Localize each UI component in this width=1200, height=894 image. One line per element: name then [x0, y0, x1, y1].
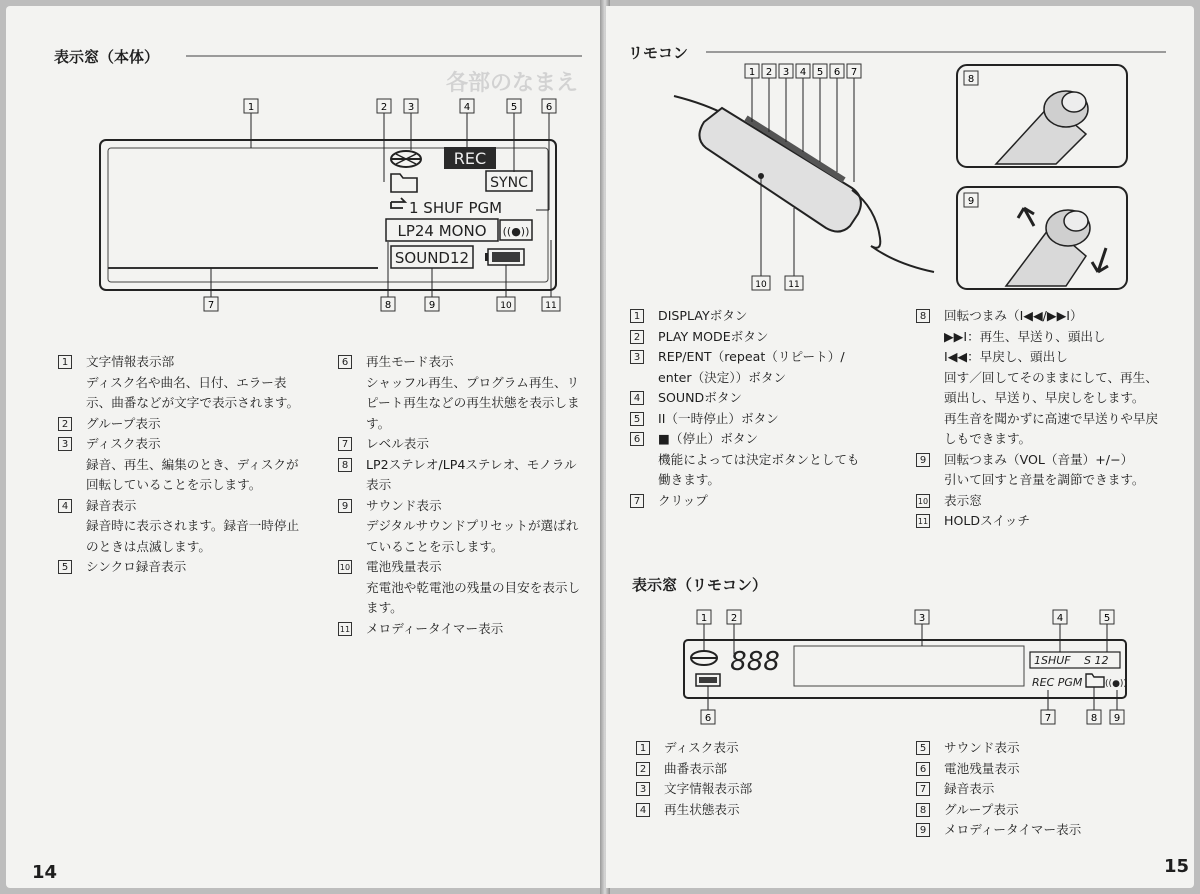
legend-label: DISPLAYボタン — [658, 308, 748, 323]
legend-item — [916, 491, 1166, 512]
tag-1: 1 — [247, 102, 255, 113]
tag-11: 11 — [545, 301, 557, 311]
main-legend-col1 — [58, 352, 308, 578]
remote-group-icon — [1086, 674, 1104, 687]
legend-desc: デジタルサウンドプリセットが選ばれていることを示します。 — [366, 518, 579, 554]
legend-item — [338, 434, 588, 455]
legend-item — [916, 820, 1166, 841]
legend-item — [58, 496, 308, 558]
legend-desc: 機能によっては決定ボタンとしても働きます。 — [658, 451, 860, 487]
legend-num: 5 — [916, 741, 930, 755]
section-title-main-display: 表示窓（本体） — [54, 48, 160, 66]
legend-label: PLAY MODEボタン — [658, 328, 769, 344]
remote-tag-10: 10 — [755, 280, 767, 290]
inset-volume-dial — [956, 186, 1128, 290]
ghost-heading: 各部のなまえ — [446, 71, 579, 96]
legend-label: シンクロ録音表示 — [86, 559, 187, 574]
sound-indicator: SOUND12 — [394, 249, 470, 267]
legend-label: 文字情報表示部 — [664, 781, 753, 796]
legend-desc: 引いて回すと音量を調節できます。 — [944, 472, 1145, 487]
legend-desc: 録音、再生、編集のとき、ディスクが回転していることを示します。 — [86, 456, 299, 492]
rd-tag-3: 3 — [918, 613, 926, 624]
page-number-right: 15 — [1164, 856, 1190, 877]
legend-label: グループ表示 — [944, 801, 1019, 817]
legend-item — [636, 779, 876, 800]
tag-7: 7 — [207, 300, 215, 311]
tag-9: 9 — [428, 300, 436, 311]
remote-tag-2: 2 — [765, 67, 773, 78]
legend-item — [630, 347, 870, 388]
legend-item — [630, 409, 870, 430]
legend-item — [58, 557, 308, 578]
legend-num: 9 — [916, 823, 930, 837]
legend-label: メロディータイマー表示 — [944, 822, 1082, 837]
remote-disc-icon — [691, 651, 717, 665]
legend-desc: ▶▶I：再生、早送り、頭出し I◀◀：早戻し、頭出し 回す／回してそのままにして、再生、頭出し、早送り、早戻しをします。 再生音を聞かずに高速で早送りや早戻しもできます。 — [944, 328, 1159, 446]
legend-label: ディスク表示 — [86, 436, 161, 451]
rd-tag-6: 6 — [704, 713, 712, 724]
legend-label: 録音表示 — [86, 497, 137, 513]
rd-tag-8: 8 — [1090, 713, 1098, 724]
sync-indicator: SYNC — [490, 175, 528, 191]
legend-item — [630, 388, 870, 409]
legend-num: 2 — [58, 417, 72, 431]
legend-item — [338, 352, 588, 434]
legend-item — [636, 800, 876, 821]
legend-label: サウンド表示 — [944, 740, 1020, 755]
remote-rec-pgm: REC PGM — [1032, 676, 1083, 689]
remote-illustration — [666, 58, 936, 298]
legend-num: 11 — [338, 622, 352, 636]
legend-item — [636, 759, 876, 780]
disc-icon — [391, 151, 421, 167]
remote-tag-6: 6 — [833, 67, 841, 78]
legend-num: 2 — [630, 330, 644, 344]
legend-label: LP2ステレオ/LP4ステレオ、モノラル表示 — [366, 456, 577, 492]
legend-item — [630, 327, 870, 348]
tag-5: 5 — [510, 102, 518, 113]
track-number-digits: 888 — [730, 647, 780, 677]
section-title-remote-display: 表示窓（リモコン） — [632, 576, 768, 594]
legend-label: サウンド表示 — [366, 497, 442, 513]
legend-label: 再生モード表示 — [366, 354, 454, 369]
rd-tag-7: 7 — [1044, 713, 1052, 724]
tag-6: 6 — [545, 102, 553, 113]
legend-num: 5 — [630, 412, 644, 426]
legend-item — [636, 738, 876, 759]
legend-label: 文字情報表示部 — [86, 354, 175, 369]
section-title-remote: リモコン — [628, 44, 689, 62]
legend-label: 再生状態表示 — [664, 801, 740, 817]
right-page — [606, 6, 1194, 888]
play-mode-row: 1 SHUF PGM — [409, 199, 503, 217]
legend-num: 7 — [916, 782, 930, 796]
legend-desc: 録音時に表示されます。録音一時停止のときは点滅します。 — [86, 518, 300, 554]
legend-num: 4 — [630, 391, 644, 405]
legend-label: 回転つまみ（I◀◀/▶▶I） — [944, 308, 1083, 323]
char-info-area — [794, 646, 1024, 686]
legend-item — [338, 455, 588, 496]
inset-tag-9: 9 — [967, 196, 975, 207]
legend-label: 録音表示 — [944, 781, 995, 796]
legend-label: ディスク表示 — [664, 740, 739, 755]
rd-tag-5: 5 — [1103, 613, 1111, 624]
legend-label: グループ表示 — [86, 415, 161, 431]
section-rule — [186, 55, 582, 57]
legend-label: II（一時停止）ボタン — [658, 410, 779, 426]
legend-item — [630, 491, 870, 512]
bottom-callout-tags — [204, 297, 560, 311]
legend-num: 3 — [58, 437, 72, 451]
legend-item — [916, 738, 1166, 759]
legend-label: レベル表示 — [366, 436, 429, 451]
legend-num: 6 — [916, 762, 930, 776]
tag-2: 2 — [380, 102, 388, 113]
legend-num: 8 — [916, 803, 930, 817]
legend-num: 11 — [916, 514, 930, 528]
legend-num: 1 — [636, 741, 650, 755]
legend-item — [338, 619, 588, 640]
remote-cable-out — [871, 246, 934, 272]
remote-tag-3: 3 — [782, 67, 790, 78]
battery-icon — [485, 249, 524, 265]
legend-num: 3 — [630, 350, 644, 364]
legend-label: 電池残量表示 — [944, 760, 1020, 776]
rd-tag-9: 9 — [1113, 713, 1121, 724]
legend-num: 8 — [916, 309, 930, 323]
legend-num: 6 — [338, 355, 352, 369]
inset-tag-8: 8 — [967, 74, 975, 85]
main-display-diagram — [86, 92, 566, 322]
legend-label: クリップ — [658, 492, 708, 508]
legend-num: 3 — [636, 782, 650, 796]
remote-display-diagram — [670, 604, 1140, 730]
legend-num: 9 — [338, 499, 352, 513]
remote-tag-5: 5 — [816, 67, 824, 78]
legend-desc: シャッフル再生、プログラム再生、リピート再生などの再生状態を表示します。 — [366, 374, 580, 431]
melody-timer-icon: ((●)) — [502, 225, 530, 238]
legend-item — [916, 759, 1166, 780]
left-page — [6, 6, 602, 888]
legend-item — [58, 352, 308, 414]
legend-item — [916, 306, 1166, 450]
legend-num: 2 — [636, 762, 650, 776]
section-rule — [706, 51, 1166, 53]
remote-display-legend-col1 — [636, 738, 876, 820]
legend-num: 4 — [636, 803, 650, 817]
legend-item — [630, 306, 870, 327]
lp-mono-indicator: LP24 MONO — [397, 222, 487, 240]
legend-item — [916, 779, 1166, 800]
remote-tag-7: 7 — [850, 67, 858, 78]
legend-num: 8 — [338, 458, 352, 472]
remote-battery-icon — [696, 674, 720, 686]
remote-tag-4: 4 — [799, 67, 807, 78]
repeat-icon — [391, 198, 405, 208]
legend-num: 1 — [58, 355, 72, 369]
remote-tag-1: 1 — [748, 67, 756, 78]
legend-num: 5 — [58, 560, 72, 574]
main-legend-col2 — [338, 352, 588, 639]
rec-indicator: REC — [453, 149, 487, 168]
legend-label: 電池残量表示 — [366, 559, 442, 574]
tag-10: 10 — [500, 301, 512, 311]
group-folder-icon — [391, 174, 417, 192]
legend-item — [916, 800, 1166, 821]
page-number-left: 14 — [32, 862, 58, 883]
remote-melody-icon: ((●)) — [1105, 679, 1127, 689]
legend-num: 1 — [630, 309, 644, 323]
remote-legend-col2 — [916, 306, 1166, 532]
legend-num: 7 — [630, 494, 644, 508]
legend-item — [916, 450, 1166, 491]
legend-item — [630, 429, 870, 491]
legend-item — [916, 511, 1166, 532]
legend-item — [58, 414, 308, 435]
legend-item — [338, 496, 588, 558]
legend-desc: 充電池や乾電池の残量の目安を表示します。 — [366, 579, 581, 615]
legend-label: 曲番表示部 — [664, 760, 727, 776]
rd-tag-2: 2 — [730, 613, 738, 624]
remote-display-legend-col2 — [916, 738, 1166, 841]
tag-3: 3 — [407, 102, 415, 113]
remote-sound-value: S 12 — [1084, 654, 1109, 667]
legend-item — [58, 434, 308, 496]
tag-4: 4 — [463, 102, 471, 113]
legend-item — [338, 557, 588, 619]
tag-8: 8 — [384, 300, 392, 311]
rd-tag-1: 1 — [700, 613, 708, 624]
legend-label: メロディータイマー表示 — [366, 620, 504, 636]
legend-num: 6 — [630, 432, 644, 446]
legend-label: 表示窓 — [944, 492, 982, 508]
top-callout-tags — [244, 99, 556, 113]
legend-label: REP/ENT（repeat（リピート）/ enter（決定））ボタン — [658, 349, 845, 385]
rd-tag-4: 4 — [1056, 613, 1064, 624]
remote-shuf: 1SHUF — [1034, 654, 1071, 667]
legend-label: HOLDスイッチ — [944, 513, 1030, 528]
legend-num: 10 — [916, 494, 930, 508]
legend-label: SOUNDボタン — [658, 390, 743, 405]
inset-jog-dial — [956, 64, 1128, 168]
remote-tag-11: 11 — [788, 280, 800, 290]
legend-num: 4 — [58, 499, 72, 513]
legend-num: 10 — [338, 560, 352, 574]
legend-num: 9 — [916, 453, 930, 467]
legend-desc: ディスク名や曲名、日付、エラー表示、曲番などが文字で表示されます。 — [86, 374, 300, 410]
legend-num: 7 — [338, 437, 352, 451]
legend-label: ■（停止）ボタン — [658, 431, 759, 446]
remote-legend-col1 — [630, 306, 870, 511]
legend-label: 回転つまみ（VOL（音量）+/−） — [944, 451, 1134, 467]
